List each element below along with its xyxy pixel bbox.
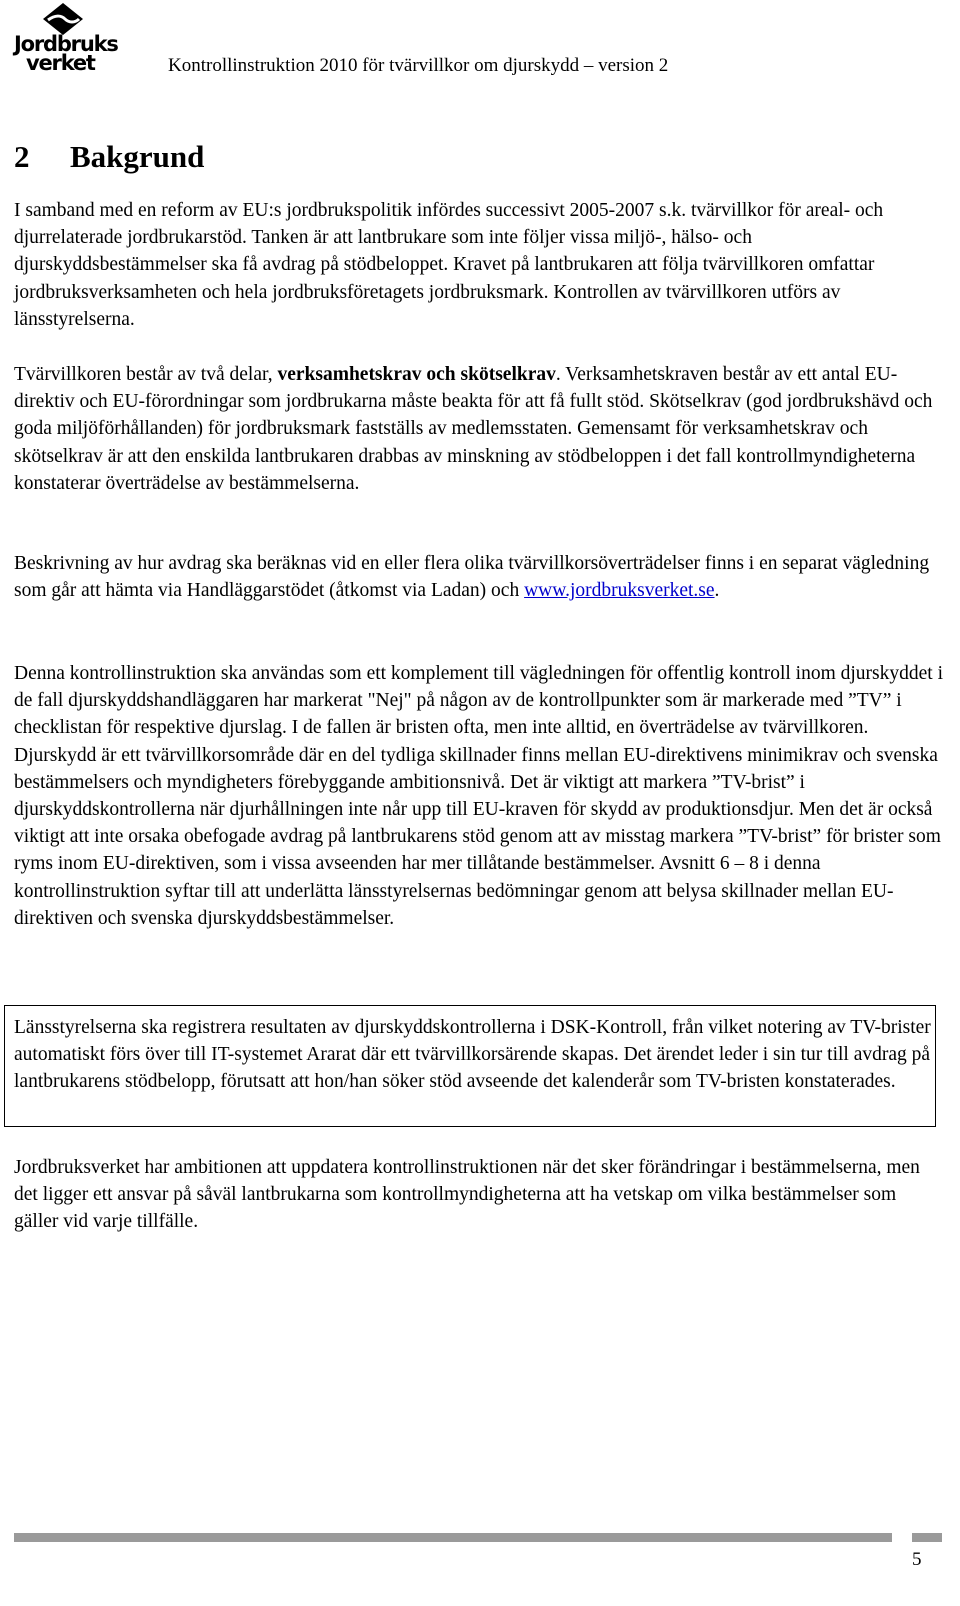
logo-diamond-icon: [42, 2, 84, 36]
page-header: [0, 0, 960, 90]
logo-wordmark: [14, 32, 118, 75]
section-heading: [14, 139, 204, 175]
running-header-title: Kontrollinstruktion 2010 för tvärvillkor om djurskydd – version 2: [168, 55, 669, 76]
paragraph-2: [14, 361, 944, 497]
logo-line-2: verket: [26, 51, 95, 75]
paragraph-3-start: Beskrivning av hur avdrag ska beräknas vid en eller flera olika tvärvillkorsöverträdelser finns i en separat vägledning som går att hämta via Handläggarstödet (åtkomst via Ladan) och: [14, 553, 930, 602]
paragraph-6: Jordbruksverket har ambitionen att uppdatera kontrollinstruktionen när det sker förändringar i bestämmelserna, men det ligger ett ansvar på såväl lantbrukarna som kontrollmyndigheterna att ha vetskap om vilka bestämmelser som gäller vid varje tillfälle.: [14, 1157, 920, 1233]
boxed-note-text: Länsstyrelserna ska registrera resultaten av djurskyddskontrollerna i DSK-Kontroll, från vilket notering av TV-brister automatiskt förs över till IT-systemet Ararat där ett tvärvillkorsärende skapas. Det ärendet leder i sin tur till avdrag på lantbrukarens stödbelopp, förutsatt att hon/han söker stöd avseende det kalenderår som TV-bristen konstaterades.: [14, 1017, 931, 1093]
paragraph-3-end: .: [714, 580, 720, 602]
section-title: Bakgrund: [70, 139, 205, 174]
jordbruksverket-link[interactable]: www.jordbruksverket.se: [524, 580, 715, 602]
paragraph-2-end: . Verksamhetskraven består av ett antal EU-direktiv och EU-förordningar som jordbrukarna måste beakta för att få fullt stöd. Skötselkrav (god jordbrukshävd och goda miljöförhållanden) för jordbruksmark fastställs av medlemsstaten. Gemensamt för verksamhetskrav och skötselkrav är att den enskilda lantbrukaren drabbas av minskning av stödbeloppen i det fall kontrollmyndigheterna konstaterar överträdelse av bestämmelserna.: [14, 364, 933, 494]
paragraph-1: I samband med en reform av EU:s jordbrukspolitik infördes successivt 2005-2007 s.k. tvärvillkor för areal- och djurrelaterade jordbrukarstöd. Tanken är att lantbrukare som inte följer vissa miljö-, hälso- och djurskyddsbestämmelser ska få avdrag på stödbeloppet. Kravet på lantbrukaren att följa tvärvillkoren omfattar jordbruksverksamheten och hela jordbruksföretagets jordbruksmark. Kontrollen av tvärvillkoren utförs av länsstyrelserna.: [14, 200, 884, 330]
footer-rule: [14, 1533, 892, 1542]
page-number: 5: [912, 1549, 922, 1570]
paragraph-3: [14, 550, 944, 604]
paragraph-2-start: Tvärvillkoren består av två delar,: [14, 364, 278, 385]
jordbruksverket-logo: [14, 2, 118, 75]
section-number: 2: [14, 139, 30, 174]
logo-line-1: Jordbruks: [14, 32, 118, 56]
paragraph-4: Denna kontrollinstruktion ska användas som ett komplement till vägledningen för offentlig kontroll inom djurskyddet i de fall djurskyddshandläggaren har markerat "Nej" på någon av de kontrollpunkter som är markerade med ”TV” i checklistan för respektive djurslag. I de fallen är bristen ofta, men inte alltid, en överträdelse av tvärvillkoren. Djurskydd är ett tvärvillkorsområde där en del tydliga skillnader finns mellan EU-direktivens minimikrav och svenska bestämmelsers och myndigheters förebyggande ambitionsnivå. Det är viktigt att markera ”TV-brist” i djurskyddskontrollerna när djurhållningen inte når upp till EU-kraven för skydd av produktionsdjur. Men det är också viktigt att inte orsaka obefogade avdrag på lantbrukarens stöd genom att av misstag markera ”TV-brist” för brister som ryms inom EU-direktiven, som i vissa avseenden har mer tillåtande bestämmelser. Avsnitt 6 – 8 i denna kontrollinstruktion syftar till att underlätta länsstyrelsernas bedömningar genom att belysa skillnader mellan EU-direktiven och svenska djurskyddsbestämmelser.: [14, 663, 943, 929]
footer-rule-page: [912, 1533, 942, 1542]
paragraph-2-bold: verksamhetskrav och skötselkrav: [277, 364, 556, 385]
